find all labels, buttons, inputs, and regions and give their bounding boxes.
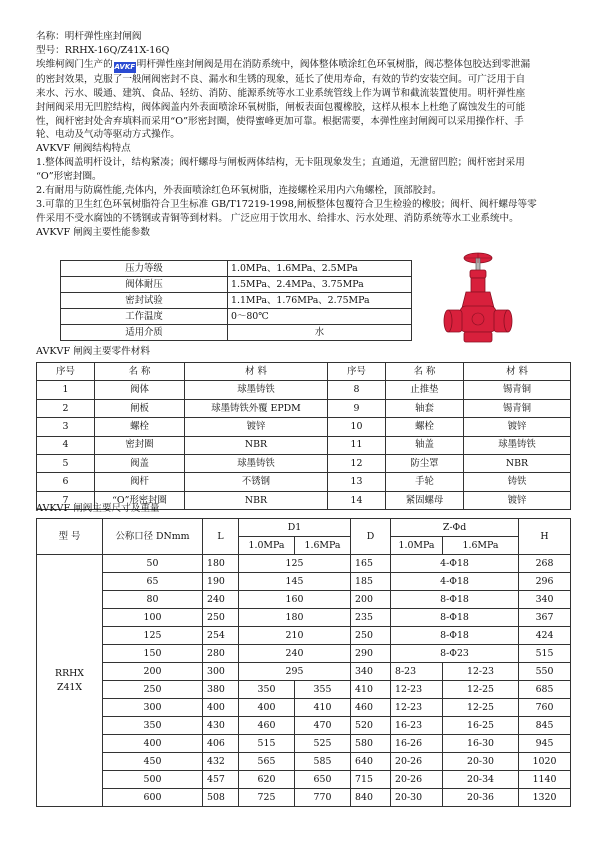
intro-text-start: 埃维柯阀门生产的: [36, 58, 113, 70]
intro-paragraph: [36, 58, 570, 143]
h-cell: 424: [519, 627, 571, 645]
d-cell: 185: [351, 573, 391, 591]
d1-cell: 125: [239, 555, 351, 573]
z-cell: 16-30: [443, 735, 519, 753]
z-cell: 8-Φ18: [391, 591, 519, 609]
l-cell: 457: [203, 771, 239, 789]
dn-cell: 80: [103, 591, 203, 609]
d1-cell: 355: [295, 681, 351, 699]
d-cell: 840: [351, 789, 391, 807]
d1-cell: 650: [295, 771, 351, 789]
param-label: 密封试验: [61, 293, 228, 309]
d-cell: 715: [351, 771, 391, 789]
header-dn: 公称口径 DNmm: [103, 519, 203, 555]
l-cell: 430: [203, 717, 239, 735]
d-cell: 410: [351, 681, 391, 699]
d1-cell: 350: [239, 681, 295, 699]
table-header-row: [37, 363, 571, 381]
table-row: [37, 381, 571, 399]
column-header: 序号: [37, 363, 95, 381]
z-cell: 12-25: [443, 699, 519, 717]
performance-heading: AVKVF 闸阀主要性能参数: [36, 226, 150, 238]
dn-cell: 150: [103, 645, 203, 663]
table-row: [37, 645, 571, 663]
z-cell: 8-Φ23: [391, 645, 519, 663]
dn-cell: 450: [103, 753, 203, 771]
part-name: 螺栓: [95, 418, 185, 436]
product-model: 型号：RRHX-16Q/Z41X-16Q: [36, 44, 170, 56]
h-cell: 550: [519, 663, 571, 681]
table-row: [37, 591, 571, 609]
d1-cell: 620: [239, 771, 295, 789]
d-cell: 580: [351, 735, 391, 753]
part-name: 阀盖: [95, 454, 185, 472]
features-heading: AVKVF 闸阀结构特点: [36, 143, 131, 155]
part-material: NBR: [185, 491, 328, 509]
part-material: 球墨铸铁外覆 EPDM: [185, 399, 328, 417]
d-cell: 460: [351, 699, 391, 717]
z-cell: 8-23: [391, 663, 443, 681]
table-row: [61, 293, 412, 309]
h-cell: 845: [519, 717, 571, 735]
table-row: [37, 663, 571, 681]
d1-cell: 460: [239, 717, 295, 735]
part-material: 铸铁: [464, 473, 571, 491]
param-label: 压力等级: [61, 261, 228, 277]
z-cell: 16-25: [443, 717, 519, 735]
dimensions-table: [36, 518, 571, 807]
h-cell: 760: [519, 699, 571, 717]
column-header: 名 称: [95, 363, 185, 381]
part-no: 3: [37, 418, 95, 436]
table-row: [37, 753, 571, 771]
intro-line: 的密封效果，克服了一般闸阀密封不良、漏水和生锈的现象，延长了使用寿命，有效的节约安装空间。可广泛用于自: [36, 73, 526, 85]
h-cell: 945: [519, 735, 571, 753]
d-cell: 165: [351, 555, 391, 573]
l-cell: 400: [203, 699, 239, 717]
part-no: 9: [328, 399, 386, 417]
part-no: 7: [37, 491, 95, 509]
z-cell: 4-Φ18: [391, 555, 519, 573]
table-row: [37, 771, 571, 789]
table-row: [37, 717, 571, 735]
l-cell: 280: [203, 645, 239, 663]
d1-cell: 565: [239, 753, 295, 771]
features-list: [36, 156, 570, 226]
h-cell: 1020: [519, 753, 571, 771]
part-no: 2: [37, 399, 95, 417]
table-row: [61, 309, 412, 325]
d1-cell: 770: [295, 789, 351, 807]
part-no: 8: [328, 381, 386, 399]
part-name: 紧固螺母: [386, 491, 464, 509]
model-line: RRHX: [55, 667, 84, 679]
header-d1: D1: [239, 519, 351, 537]
l-cell: 180: [203, 555, 239, 573]
dn-cell: 200: [103, 663, 203, 681]
part-material: NBR: [185, 436, 328, 454]
dn-cell: 600: [103, 789, 203, 807]
l-cell: 254: [203, 627, 239, 645]
z-cell: 12-23: [391, 681, 443, 699]
table-row: [37, 609, 571, 627]
d1-cell: 400: [239, 699, 295, 717]
part-no: 6: [37, 473, 95, 491]
dimensions-heading: AVKVF 闸阀主要尺寸及重量: [36, 503, 160, 514]
d1-cell: 525: [295, 735, 351, 753]
z-cell: 20-30: [443, 753, 519, 771]
table-row: [37, 789, 571, 807]
d1-cell: 515: [239, 735, 295, 753]
part-material: 镀锌: [464, 491, 571, 509]
d-cell: 520: [351, 717, 391, 735]
l-cell: 240: [203, 591, 239, 609]
parts-heading: AVKVF 闸阀主要零件材料: [36, 346, 150, 357]
part-name: 轴盖: [386, 436, 464, 454]
feature-line: 2.有耐用与防腐性能,壳体内，外表面喷涂红色环氧树脂，连接螺栓采用内六角螺栓，顶部胶封。: [36, 185, 442, 197]
intro-text-rest: 明杆弹性座封闸阀是用在消防系统中，阀体整体喷涂红色环氧树脂，阀芯整体包胶达到零泄漏: [136, 58, 531, 70]
part-name: “O”形密封圈: [95, 491, 185, 509]
z-cell: 20-26: [391, 771, 443, 789]
z-cell: 12-23: [391, 699, 443, 717]
table-row: [37, 735, 571, 753]
part-name: 密封圈: [95, 436, 185, 454]
part-material: NBR: [464, 454, 571, 472]
header-pressure: 1.6MPa: [443, 537, 519, 555]
column-header: 名 称: [386, 363, 464, 381]
d1-cell: 160: [239, 591, 351, 609]
d1-cell: 210: [239, 627, 351, 645]
d1-cell: 725: [239, 789, 295, 807]
model-cell: [37, 555, 103, 807]
d1-cell: 240: [239, 645, 351, 663]
part-name: 阀体: [95, 381, 185, 399]
z-cell: 20-26: [391, 753, 443, 771]
header-model: 型 号: [37, 519, 103, 555]
h-cell: 340: [519, 591, 571, 609]
d1-cell: 295: [239, 663, 351, 681]
h-cell: 515: [519, 645, 571, 663]
table-row: [37, 473, 571, 491]
h-cell: 1320: [519, 789, 571, 807]
param-value: 1.0MPa、1.6MPa、2.5MPa: [228, 261, 412, 277]
intro-line: 轮、电动及气动等驱动方式操作。: [36, 129, 180, 141]
intro-line: 来水、污水、暖通、建筑、食品、轻纺、消防、能源系统等水工业系统管线上作为调节和截流装置使用。明杆弹性座: [36, 87, 526, 99]
table-header-row: [37, 519, 571, 537]
table-row: [37, 436, 571, 454]
header-l: L: [203, 519, 239, 555]
z-cell: 20-34: [443, 771, 519, 789]
document-page: [36, 30, 570, 240]
d-cell: 250: [351, 627, 391, 645]
l-cell: 508: [203, 789, 239, 807]
table-row: [37, 573, 571, 591]
part-name: 闸板: [95, 399, 185, 417]
part-no: 5: [37, 454, 95, 472]
model-line: Z41X: [56, 681, 83, 693]
z-cell: 8-Φ18: [391, 627, 519, 645]
h-cell: 1140: [519, 771, 571, 789]
d-cell: 340: [351, 663, 391, 681]
performance-table: [60, 260, 412, 341]
l-cell: 380: [203, 681, 239, 699]
d1-cell: 180: [239, 609, 351, 627]
dn-cell: 350: [103, 717, 203, 735]
h-cell: 367: [519, 609, 571, 627]
part-no: 14: [328, 491, 386, 509]
part-material: 镀锌: [464, 418, 571, 436]
part-name: 螺栓: [386, 418, 464, 436]
d-cell: 640: [351, 753, 391, 771]
l-cell: 406: [203, 735, 239, 753]
param-label: 工作温度: [61, 309, 228, 325]
l-cell: 190: [203, 573, 239, 591]
h-cell: 268: [519, 555, 571, 573]
l-cell: 432: [203, 753, 239, 771]
param-value: 0～80℃: [228, 309, 412, 325]
feature-line: 件采用不受水腐蚀的不锈钢或青铜等到材料。 广泛应用于饮用水、给排水、污水处理、消防系统等水工业系统中。: [36, 212, 519, 224]
part-no: 13: [328, 473, 386, 491]
d1-cell: 410: [295, 699, 351, 717]
part-name: 轴套: [386, 399, 464, 417]
z-cell: 20-30: [391, 789, 443, 807]
table-row: [37, 627, 571, 645]
part-material: 锡青铜: [464, 399, 571, 417]
dn-cell: 50: [103, 555, 203, 573]
header-h: H: [519, 519, 571, 555]
param-label: 适用介质: [61, 325, 228, 341]
part-no: 12: [328, 454, 386, 472]
part-name: 阀杆: [95, 473, 185, 491]
gate-valve-image: [440, 250, 516, 352]
dn-cell: 65: [103, 573, 203, 591]
avkf-logo-icon: AVKF: [114, 62, 136, 71]
l-cell: 300: [203, 663, 239, 681]
z-cell: 12-25: [443, 681, 519, 699]
part-name: 止推垫: [386, 381, 464, 399]
feature-line: 1.整体阀盖明杆设计，结构紧凑；阀杆螺母与闸板两体结构，无卡阻现象发生；直通道，无泄留凹腔；阀杆密封采用: [36, 157, 525, 169]
part-material: 不锈钢: [185, 473, 328, 491]
z-cell: 4-Φ18: [391, 573, 519, 591]
d-cell: 290: [351, 645, 391, 663]
parts-table: [36, 362, 571, 510]
intro-line: 封闸阀采用无凹腔结构，阀体阀盖内外表面喷涂环氧树脂，闸板表面包覆橡胶，这样从根本上杜绝了腐蚀发生的可能: [36, 101, 526, 113]
product-name: 名称：明杆弹性座封闸阀: [36, 31, 142, 42]
table-row: [37, 699, 571, 717]
part-material: 球墨铸铁: [464, 436, 571, 454]
h-cell: 685: [519, 681, 571, 699]
table-row: [61, 325, 412, 341]
param-label: 阀体耐压: [61, 277, 228, 293]
feature-line: 3.可靠的卫生红色环氧树脂符合卫生标准 GB/T17219-1998,闸板整体包覆符合卫生检验的橡胶；阀杆、阀杆螺母等零: [36, 198, 537, 210]
l-cell: 250: [203, 609, 239, 627]
part-no: 11: [328, 436, 386, 454]
dn-cell: 300: [103, 699, 203, 717]
column-header: 材 料: [464, 363, 571, 381]
part-name: 手轮: [386, 473, 464, 491]
header-pressure: 1.6MPa: [295, 537, 351, 555]
d1-cell: 470: [295, 717, 351, 735]
dn-cell: 500: [103, 771, 203, 789]
dn-cell: 125: [103, 627, 203, 645]
table-row: [37, 681, 571, 699]
param-value: 1.1MPa、1.76MPa、2.75MPa: [228, 293, 412, 309]
param-value: 水: [228, 325, 412, 341]
table-row: [61, 261, 412, 277]
z-cell: 20-36: [443, 789, 519, 807]
dn-cell: 100: [103, 609, 203, 627]
table-row: [37, 454, 571, 472]
part-no: 1: [37, 381, 95, 399]
part-material: 球墨铸铁: [185, 381, 328, 399]
part-name: 防尘罩: [386, 454, 464, 472]
d-cell: 200: [351, 591, 391, 609]
h-cell: 296: [519, 573, 571, 591]
column-header: 序号: [328, 363, 386, 381]
column-header: 材 料: [185, 363, 328, 381]
table-row: [37, 555, 571, 573]
param-value: 1.5MPa、2.4MPa、3.75MPa: [228, 277, 412, 293]
dn-cell: 400: [103, 735, 203, 753]
feature-line: “O”形密封圈。: [36, 171, 102, 183]
d1-cell: 585: [295, 753, 351, 771]
table-row: [37, 418, 571, 436]
d1-cell: 145: [239, 573, 351, 591]
part-material: 镀锌: [185, 418, 328, 436]
z-cell: 8-Φ18: [391, 609, 519, 627]
header-pressure: 1.0MPa: [239, 537, 295, 555]
part-no: 4: [37, 436, 95, 454]
table-row: [61, 277, 412, 293]
z-cell: 12-23: [443, 663, 519, 681]
header-pressure: 1.0MPa: [391, 537, 443, 555]
intro-line: 性，阀杆密封处舍弃填料而采用“O”形密封圈，使得蜜峰更加可靠。根据需要，本弹性座封闸阀可以采用操作杆、手: [36, 115, 524, 127]
dn-cell: 250: [103, 681, 203, 699]
d-cell: 235: [351, 609, 391, 627]
header-z-phi-d: Z-Φd: [391, 519, 519, 537]
z-cell: 16-26: [391, 735, 443, 753]
part-material: 球墨铸铁: [185, 454, 328, 472]
header-d: D: [351, 519, 391, 555]
part-no: 10: [328, 418, 386, 436]
part-material: 锡青铜: [464, 381, 571, 399]
z-cell: 16-23: [391, 717, 443, 735]
table-row: [37, 399, 571, 417]
